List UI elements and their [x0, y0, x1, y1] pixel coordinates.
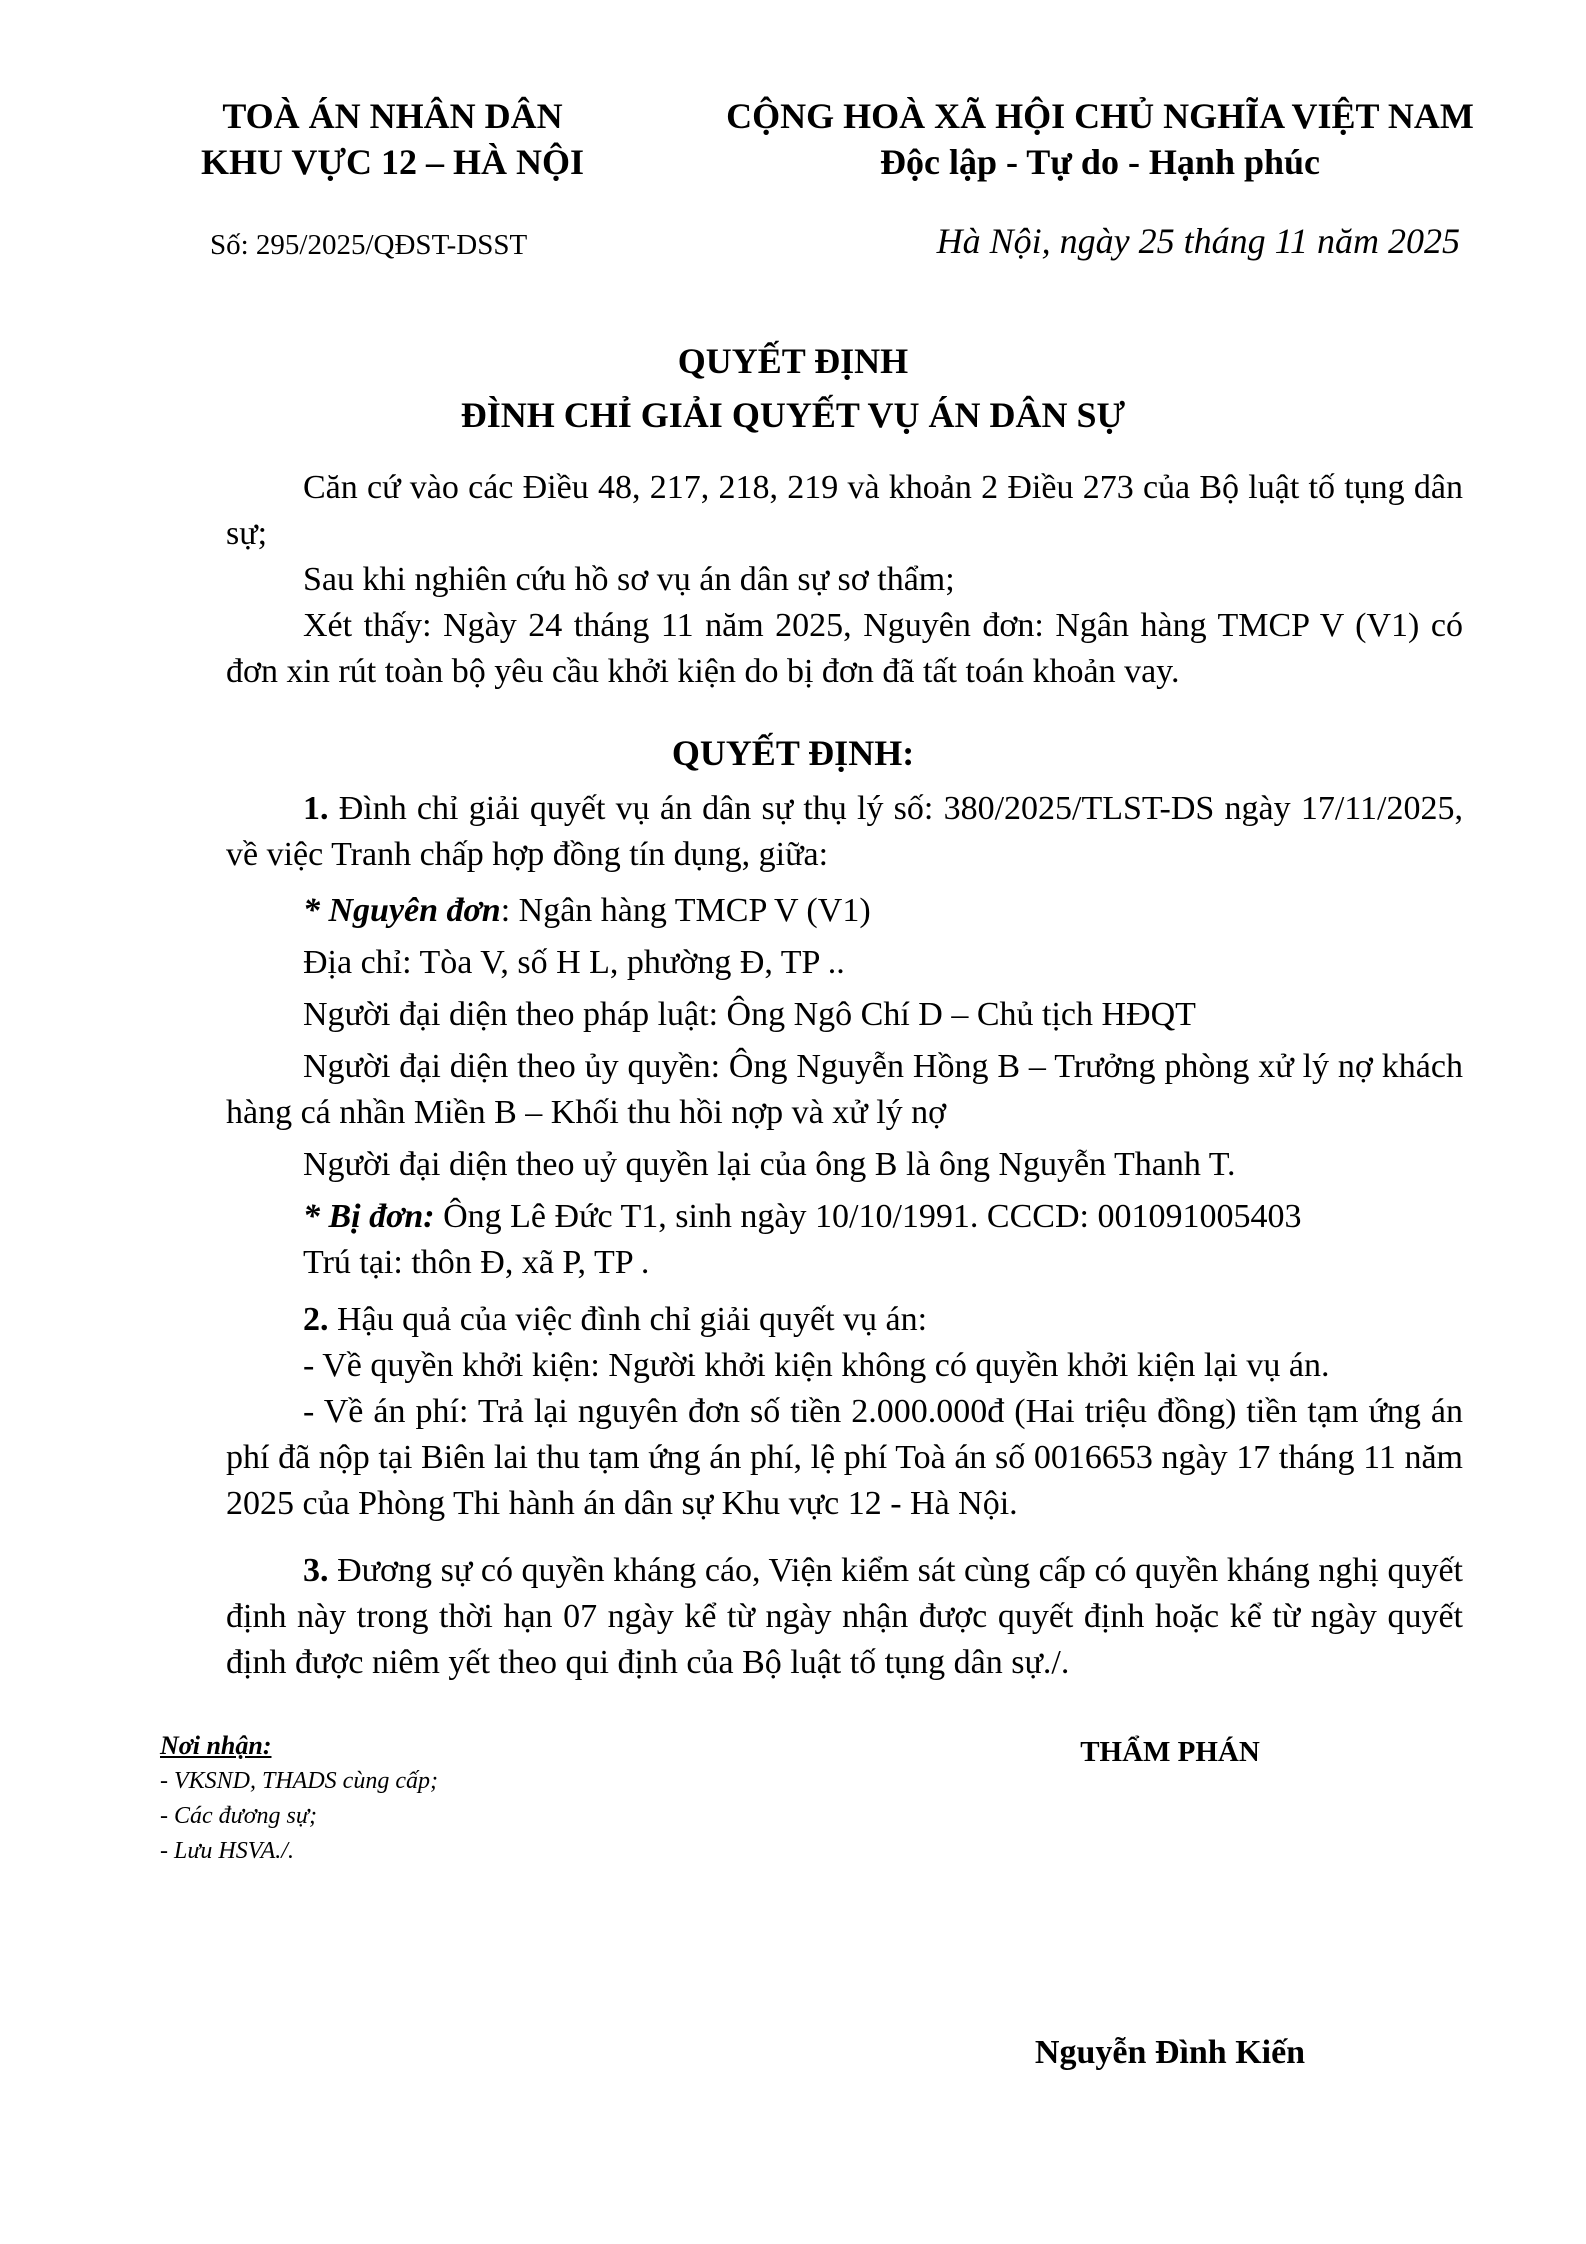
court-region: KHU VỰC 12 – HÀ NỘI	[200, 142, 584, 182]
preamble	[226, 465, 1463, 695]
legal-representative: Người đại diện theo pháp luật: Ông Ngô Chí D – Chủ tịch HĐQT	[303, 996, 1196, 1033]
decision-number: Số: 295/2025/QĐST-DSST	[210, 229, 528, 261]
decision-heading: QUYẾT ĐỊNH:	[671, 733, 915, 773]
section-1-number: 1.	[303, 790, 329, 827]
finding-statement: Xét thấy: Ngày 24 tháng 11 năm 2025, Nguyên đơn: Ngân hàng TMCP V (V1) có đơn xin rút toàn bộ yêu cầu khởi kiện do bị đơn đã tất toán khoản vay.	[226, 607, 1463, 690]
section-2-number: 2.	[303, 1301, 329, 1338]
section-1-text: 1. Đình chỉ giải quyết vụ án dân sự thụ lý số: 380/2025/TLST-DS ngày 17/11/2025, về việc Tranh chấp hợp đồng tín dụng, giữa:	[226, 790, 1463, 873]
legal-basis: Căn cứ vào các Điều 48, 217, 218, 219 và khoản 2 Điều 273 của Bộ luật tố tụng dân sự;	[226, 469, 1463, 552]
section-2-heading: 2. Hậu quả của việc đình chỉ giải quyết vụ án:	[303, 1301, 928, 1338]
defendant-address: Trú tại: thôn Đ, xã P, TP .	[303, 1244, 650, 1281]
document-title	[0, 334, 1586, 442]
section-1	[226, 786, 1463, 878]
section-3-text: 3. Đương sự có quyền kháng cáo, Viện kiểm sát cùng cấp có quyền kháng nghị quyết định này trong thời hạn 07 ngày kể từ ngày nhận được quyết định hoặc kể từ ngày quyết định được niêm yết theo qui định của Bộ luật tố tụng dân sự./.	[226, 1552, 1463, 1681]
defendant-line: * Bị đơn: Ông Lê Đức T1, sinh ngày 10/10/1991. CCCD: 001091005403	[303, 1198, 1302, 1235]
title-line1: QUYẾT ĐỊNH	[677, 341, 909, 381]
recipients	[160, 1728, 660, 1869]
court-fee-consequence: - Về án phí: Trả lại nguyên đơn số tiền 2.000.000đ (Hai triệu đồng) tiền tạm ứng án phí đã nộp tại Biên lai thu tạm ứng án phí, lệ phí Toà án số 0016653 ngày 17 tháng 11 năm 2025 của Phòng Thi hành án dân sự Khu vực 12 - Hà Nội.	[226, 1393, 1463, 1522]
national-motto: Độc lập - Tự do - Hạnh phúc	[879, 142, 1321, 182]
section-3	[226, 1548, 1463, 1686]
plaintiff-line: * Nguyên đơn: Ngân hàng TMCP V (V1)	[303, 892, 871, 929]
plaintiff-label: * Nguyên đơn	[303, 892, 501, 929]
decision-date: Hà Nội, ngày 25 tháng 11 năm 2025	[936, 221, 1460, 261]
parties	[226, 888, 1463, 1286]
plaintiff-address: Địa chỉ: Tòa V, số H L, phường Đ, TP ..	[303, 944, 845, 981]
court-name: TOÀ ÁN NHÂN DÂN	[222, 96, 563, 136]
section-3-number: 3.	[303, 1552, 329, 1589]
lawsuit-right-consequence: - Về quyền khởi kiện: Người khởi kiện không có quyền khởi kiện lại vụ án.	[303, 1347, 1330, 1384]
judge-name: Nguyễn Đình Kiến	[1034, 2034, 1306, 2071]
section-2	[226, 1297, 1463, 1527]
recipients-heading: Nơi nhận:	[160, 1731, 272, 1760]
recipient-item-2: - Các đương sự;	[160, 1803, 317, 1829]
review-statement: Sau khi nghiên cứu hồ sơ vụ án dân sự sơ thẩm;	[303, 561, 955, 598]
recipient-item-3: - Lưu HSVA./.	[160, 1838, 294, 1864]
authorized-representative: Người đại diện theo ủy quyền: Ông Nguyễn Hồng B – Trưởng phòng xử lý nợ khách hàng cá nhần Miền B – Khối thu hồi nợp và xử lý nợ	[226, 1048, 1463, 1131]
national-name: CỘNG HOÀ XÃ HỘI CHỦ NGHĨA VIỆT NAM	[726, 96, 1474, 136]
judge-title: THẨM PHÁN	[1080, 1736, 1260, 1768]
national-header	[700, 93, 1500, 185]
sub-authorized-representative: Người đại diện theo uỷ quyền lại của ông B là ông Nguyễn Thanh T.	[303, 1146, 1236, 1183]
recipient-item-1: - VKSND, THADS cùng cấp;	[160, 1768, 438, 1794]
defendant-label: * Bị đơn:	[303, 1198, 435, 1235]
court-header	[160, 93, 625, 185]
title-line2: ĐÌNH CHỈ GIẢI QUYẾT VỤ ÁN DÂN SỰ	[460, 395, 1126, 435]
